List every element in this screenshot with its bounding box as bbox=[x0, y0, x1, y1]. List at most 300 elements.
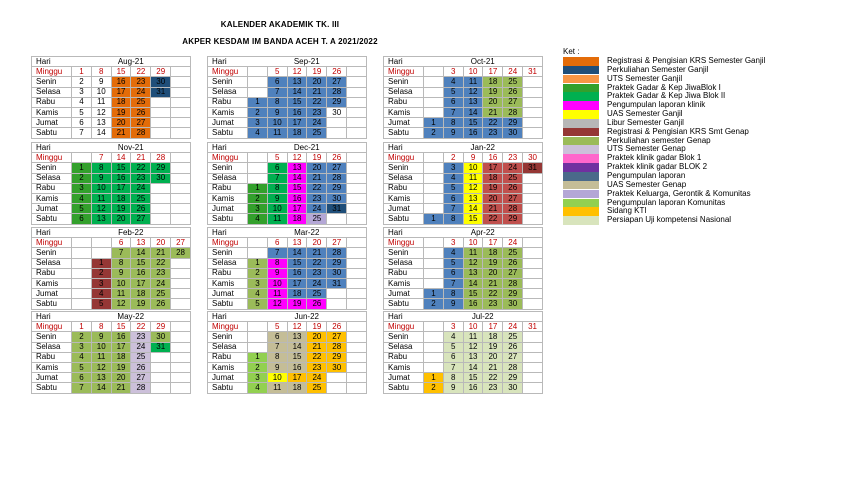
date-cell: 24 bbox=[307, 373, 327, 383]
date-cell: 12 bbox=[91, 204, 111, 214]
date-cell bbox=[347, 342, 367, 352]
date-cell: 31 bbox=[523, 163, 543, 173]
day-label: Minggu bbox=[32, 67, 72, 77]
day-label: Senin bbox=[32, 332, 72, 342]
date-cell: 18 bbox=[483, 77, 503, 87]
date-cell: 16 bbox=[287, 107, 307, 117]
date-cell: 11 bbox=[463, 248, 483, 258]
date-cell: 26 bbox=[131, 107, 151, 117]
legend-swatch bbox=[563, 128, 599, 137]
date-cell bbox=[424, 173, 444, 183]
date-cell: 10 bbox=[267, 204, 287, 214]
date-cell: 15 bbox=[287, 258, 307, 268]
legend-label: Persiapan Uji kompetensi Nasional bbox=[607, 215, 732, 225]
day-label: Senin bbox=[384, 332, 424, 342]
date-cell: 17 bbox=[111, 183, 131, 193]
day-label: Selasa bbox=[384, 173, 424, 183]
date-cell bbox=[523, 77, 543, 87]
date-cell bbox=[523, 128, 543, 138]
date-cell: 3 bbox=[443, 238, 463, 248]
header-label: Hari bbox=[384, 312, 424, 322]
date-cell bbox=[171, 383, 191, 393]
header-label: Hari bbox=[208, 143, 248, 153]
date-cell: 6 bbox=[267, 332, 287, 342]
day-label: Kamis bbox=[32, 362, 72, 372]
day-label: Senin bbox=[32, 77, 72, 87]
date-cell: 15 bbox=[287, 183, 307, 193]
legend-label: Pengumpulan laporan klinik bbox=[607, 100, 706, 110]
date-cell: 10 bbox=[267, 373, 287, 383]
date-cell: 20 bbox=[483, 352, 503, 362]
date-cell: 15 bbox=[287, 352, 307, 362]
date-cell bbox=[347, 128, 367, 138]
date-cell: 9 bbox=[463, 153, 483, 163]
date-cell: 28 bbox=[327, 248, 347, 258]
date-cell: 8 bbox=[267, 258, 287, 268]
date-cell: 6 bbox=[72, 214, 92, 224]
legend-label: Praktek klinik gadar BLOK 2 bbox=[607, 162, 708, 172]
day-label: Jumat bbox=[32, 204, 72, 214]
date-cell: 23 bbox=[307, 268, 327, 278]
legend-swatch bbox=[563, 145, 599, 154]
date-cell bbox=[523, 204, 543, 214]
date-cell bbox=[327, 299, 347, 309]
date-cell: 10 bbox=[463, 67, 483, 77]
date-cell bbox=[424, 77, 444, 87]
date-cell bbox=[171, 322, 191, 332]
day-label: Rabu bbox=[208, 352, 248, 362]
header-label: Hari bbox=[208, 57, 248, 67]
date-cell: 25 bbox=[307, 128, 327, 138]
legend-item bbox=[563, 216, 863, 225]
day-label: Sabtu bbox=[208, 214, 248, 224]
date-cell: 7 bbox=[72, 128, 92, 138]
day-label: Senin bbox=[208, 248, 248, 258]
date-cell: 13 bbox=[463, 97, 483, 107]
date-cell: 18 bbox=[287, 289, 307, 299]
date-cell: 9 bbox=[443, 383, 463, 393]
date-cell bbox=[347, 322, 367, 332]
month-jan-22 bbox=[383, 142, 543, 225]
date-cell: 20 bbox=[151, 238, 171, 248]
day-label: Senin bbox=[208, 332, 248, 342]
date-cell: 14 bbox=[287, 248, 307, 258]
legend-title: Ket : bbox=[563, 47, 580, 56]
date-cell: 2 bbox=[248, 107, 268, 117]
date-cell bbox=[347, 193, 367, 203]
date-cell: 3 bbox=[248, 373, 268, 383]
date-cell: 27 bbox=[327, 332, 347, 342]
date-cell: 13 bbox=[91, 214, 111, 224]
date-cell: 19 bbox=[131, 299, 151, 309]
date-cell bbox=[347, 362, 367, 372]
date-cell: 17 bbox=[287, 278, 307, 288]
day-label: Kamis bbox=[384, 362, 424, 372]
header-label: Hari bbox=[32, 228, 72, 238]
date-cell: 27 bbox=[327, 238, 347, 248]
legend-label: Pengumpulan laporan bbox=[607, 170, 686, 180]
date-cell: 7 bbox=[267, 87, 287, 97]
date-cell bbox=[151, 373, 171, 383]
date-cell: 7 bbox=[72, 383, 92, 393]
date-cell: 12 bbox=[91, 362, 111, 372]
day-label: Kamis bbox=[384, 278, 424, 288]
date-cell: 29 bbox=[503, 118, 523, 128]
date-cell: 30 bbox=[523, 153, 543, 163]
date-cell: 1 bbox=[72, 163, 92, 173]
date-cell bbox=[424, 322, 444, 332]
date-cell: 25 bbox=[307, 214, 327, 224]
date-cell: 8 bbox=[443, 214, 463, 224]
date-cell: 31 bbox=[523, 322, 543, 332]
day-label: Sabtu bbox=[384, 214, 424, 224]
legend-swatch bbox=[563, 154, 599, 163]
legend-label: Libur Semester Ganjil bbox=[607, 117, 684, 127]
date-cell bbox=[523, 362, 543, 372]
date-cell: 8 bbox=[443, 118, 463, 128]
month-name: May-22 bbox=[72, 312, 191, 322]
day-label: Jumat bbox=[208, 204, 248, 214]
date-cell: 28 bbox=[171, 248, 191, 258]
legend-rows bbox=[563, 57, 863, 225]
date-cell bbox=[171, 278, 191, 288]
date-cell: 21 bbox=[483, 204, 503, 214]
date-cell: 27 bbox=[503, 352, 523, 362]
date-cell bbox=[171, 193, 191, 203]
date-cell: 19 bbox=[483, 183, 503, 193]
date-cell: 13 bbox=[131, 238, 151, 248]
day-label: Selasa bbox=[32, 87, 72, 97]
day-label: Senin bbox=[208, 163, 248, 173]
date-cell: 24 bbox=[131, 87, 151, 97]
date-cell bbox=[171, 352, 191, 362]
day-label: Selasa bbox=[208, 342, 248, 352]
date-cell: 2 bbox=[91, 268, 111, 278]
month-may-22 bbox=[31, 311, 191, 394]
date-cell: 11 bbox=[463, 77, 483, 87]
date-cell: 2 bbox=[72, 173, 92, 183]
date-cell: 14 bbox=[91, 128, 111, 138]
date-cell: 17 bbox=[287, 118, 307, 128]
date-cell: 5 bbox=[443, 183, 463, 193]
date-cell: 4 bbox=[72, 193, 92, 203]
date-cell: 10 bbox=[91, 87, 111, 97]
month-name: Dec-21 bbox=[248, 143, 367, 153]
day-label: Sabtu bbox=[384, 299, 424, 309]
date-cell: 27 bbox=[131, 118, 151, 128]
day-label: Kamis bbox=[208, 278, 248, 288]
legend-swatch bbox=[563, 207, 599, 216]
date-cell bbox=[72, 268, 92, 278]
legend-swatch bbox=[563, 199, 599, 208]
day-label: Sabtu bbox=[384, 128, 424, 138]
date-cell: 3 bbox=[72, 342, 92, 352]
date-cell: 24 bbox=[131, 183, 151, 193]
calendar-subtitle: AKPER KESDAM IM BANDA ACEH T. A 2021/2022 bbox=[182, 37, 378, 46]
legend-swatch bbox=[563, 181, 599, 190]
date-cell bbox=[248, 248, 268, 258]
date-cell: 13 bbox=[287, 332, 307, 342]
date-cell bbox=[347, 173, 367, 183]
date-cell: 26 bbox=[503, 258, 523, 268]
date-cell: 8 bbox=[91, 67, 111, 77]
date-cell: 19 bbox=[307, 322, 327, 332]
date-cell bbox=[171, 118, 191, 128]
date-cell bbox=[347, 299, 367, 309]
date-cell bbox=[248, 322, 268, 332]
day-label: Sabtu bbox=[208, 383, 248, 393]
date-cell: 14 bbox=[287, 87, 307, 97]
day-label: Sabtu bbox=[384, 383, 424, 393]
date-cell: 26 bbox=[327, 322, 347, 332]
day-label: Selasa bbox=[32, 173, 72, 183]
date-cell: 15 bbox=[111, 322, 131, 332]
date-cell bbox=[347, 77, 367, 87]
date-cell: 8 bbox=[91, 322, 111, 332]
day-label: Kamis bbox=[208, 362, 248, 372]
day-label: Jumat bbox=[208, 373, 248, 383]
date-cell bbox=[523, 258, 543, 268]
date-cell bbox=[424, 183, 444, 193]
date-cell: 30 bbox=[503, 299, 523, 309]
legend-label: Registrasi & Pengisian KRS Semester Ganjil bbox=[607, 56, 766, 65]
date-cell bbox=[424, 362, 444, 372]
date-cell: 26 bbox=[131, 362, 151, 372]
date-cell: 7 bbox=[443, 204, 463, 214]
date-cell: 15 bbox=[111, 67, 131, 77]
date-cell: 18 bbox=[287, 383, 307, 393]
date-cell bbox=[72, 258, 92, 268]
date-cell: 20 bbox=[111, 214, 131, 224]
date-cell: 17 bbox=[111, 342, 131, 352]
day-label: Minggu bbox=[384, 153, 424, 163]
date-cell: 18 bbox=[111, 193, 131, 203]
date-cell: 2 bbox=[424, 128, 444, 138]
date-cell: 15 bbox=[463, 214, 483, 224]
date-cell bbox=[171, 258, 191, 268]
day-label: Rabu bbox=[32, 352, 72, 362]
date-cell bbox=[248, 238, 268, 248]
legend-label: Pengumpulan laporan Komunitas bbox=[607, 197, 726, 207]
date-cell: 6 bbox=[443, 97, 463, 107]
date-cell bbox=[248, 332, 268, 342]
header-label: Hari bbox=[384, 143, 424, 153]
date-cell: 7 bbox=[91, 153, 111, 163]
date-cell bbox=[327, 128, 347, 138]
date-cell: 21 bbox=[307, 342, 327, 352]
date-cell: 19 bbox=[483, 258, 503, 268]
date-cell bbox=[171, 67, 191, 77]
date-cell: 24 bbox=[307, 278, 327, 288]
date-cell: 12 bbox=[111, 299, 131, 309]
date-cell: 4 bbox=[443, 248, 463, 258]
legend-swatch bbox=[563, 137, 599, 146]
day-label: Minggu bbox=[384, 322, 424, 332]
date-cell: 4 bbox=[72, 352, 92, 362]
date-cell: 3 bbox=[91, 278, 111, 288]
date-cell: 18 bbox=[111, 97, 131, 107]
date-cell: 21 bbox=[151, 248, 171, 258]
month-mar-22 bbox=[207, 227, 367, 310]
day-label: Rabu bbox=[384, 183, 424, 193]
date-cell bbox=[171, 153, 191, 163]
legend bbox=[563, 46, 863, 225]
date-cell: 1 bbox=[72, 322, 92, 332]
date-cell bbox=[523, 289, 543, 299]
legend-label: UAS Semester Ganjil bbox=[607, 109, 683, 119]
date-cell: 22 bbox=[483, 118, 503, 128]
date-cell: 3 bbox=[248, 204, 268, 214]
day-label: Jumat bbox=[208, 289, 248, 299]
day-label: Selasa bbox=[384, 87, 424, 97]
date-cell: 22 bbox=[131, 67, 151, 77]
date-cell bbox=[424, 153, 444, 163]
date-cell: 2 bbox=[424, 383, 444, 393]
date-cell: 13 bbox=[463, 352, 483, 362]
date-cell bbox=[523, 299, 543, 309]
day-label: Sabtu bbox=[32, 299, 72, 309]
date-cell: 4 bbox=[443, 77, 463, 87]
date-cell: 16 bbox=[111, 332, 131, 342]
date-cell: 13 bbox=[287, 238, 307, 248]
date-cell: 23 bbox=[151, 268, 171, 278]
date-cell bbox=[72, 278, 92, 288]
date-cell: 24 bbox=[503, 67, 523, 77]
date-cell: 24 bbox=[503, 238, 523, 248]
date-cell: 22 bbox=[307, 352, 327, 362]
date-cell bbox=[347, 258, 367, 268]
date-cell bbox=[171, 183, 191, 193]
date-cell bbox=[347, 67, 367, 77]
day-label: Jumat bbox=[32, 373, 72, 383]
date-cell bbox=[523, 332, 543, 342]
header-label: Hari bbox=[384, 228, 424, 238]
date-cell: 1 bbox=[424, 373, 444, 383]
legend-label: UTS Semester Ganjil bbox=[607, 73, 683, 83]
legend-label: Registrasi & Pengisian KRS Smt Genap bbox=[607, 126, 749, 136]
day-label: Selasa bbox=[384, 258, 424, 268]
month-name: Apr-22 bbox=[424, 228, 543, 238]
month-oct-21 bbox=[383, 56, 543, 139]
date-cell: 20 bbox=[483, 193, 503, 203]
day-label: Jumat bbox=[208, 118, 248, 128]
date-cell bbox=[347, 373, 367, 383]
date-cell: 25 bbox=[503, 332, 523, 342]
date-cell bbox=[327, 118, 347, 128]
date-cell bbox=[523, 214, 543, 224]
legend-swatch bbox=[563, 172, 599, 181]
date-cell bbox=[424, 268, 444, 278]
date-cell: 7 bbox=[443, 278, 463, 288]
date-cell: 18 bbox=[483, 332, 503, 342]
date-cell: 19 bbox=[111, 107, 131, 117]
date-cell: 13 bbox=[463, 268, 483, 278]
date-cell: 19 bbox=[111, 362, 131, 372]
date-cell: 10 bbox=[267, 278, 287, 288]
date-cell: 16 bbox=[287, 193, 307, 203]
day-label: Jumat bbox=[384, 373, 424, 383]
date-cell: 16 bbox=[463, 383, 483, 393]
date-cell: 15 bbox=[463, 118, 483, 128]
date-cell: 23 bbox=[131, 332, 151, 342]
date-cell bbox=[523, 383, 543, 393]
month-apr-22 bbox=[383, 227, 543, 310]
date-cell bbox=[424, 107, 444, 117]
date-cell bbox=[151, 118, 171, 128]
date-cell: 12 bbox=[91, 107, 111, 117]
date-cell bbox=[424, 163, 444, 173]
day-label: Sabtu bbox=[32, 128, 72, 138]
date-cell: 21 bbox=[483, 278, 503, 288]
date-cell: 28 bbox=[327, 173, 347, 183]
date-cell: 2 bbox=[424, 299, 444, 309]
date-cell: 22 bbox=[307, 183, 327, 193]
date-cell bbox=[347, 278, 367, 288]
day-label: Minggu bbox=[384, 67, 424, 77]
date-cell bbox=[347, 87, 367, 97]
date-cell: 29 bbox=[503, 373, 523, 383]
date-cell: 23 bbox=[483, 383, 503, 393]
date-cell: 10 bbox=[111, 278, 131, 288]
date-cell: 4 bbox=[72, 97, 92, 107]
date-cell: 20 bbox=[307, 77, 327, 87]
day-label: Kamis bbox=[384, 193, 424, 203]
date-cell: 4 bbox=[443, 332, 463, 342]
legend-swatch bbox=[563, 190, 599, 199]
date-cell: 12 bbox=[287, 67, 307, 77]
date-cell bbox=[523, 352, 543, 362]
date-cell: 21 bbox=[111, 128, 131, 138]
day-label: Minggu bbox=[208, 238, 248, 248]
date-cell bbox=[424, 204, 444, 214]
date-cell: 20 bbox=[307, 238, 327, 248]
date-cell bbox=[523, 268, 543, 278]
date-cell: 15 bbox=[131, 258, 151, 268]
date-cell bbox=[523, 173, 543, 183]
date-cell: 14 bbox=[287, 342, 307, 352]
date-cell: 19 bbox=[483, 87, 503, 97]
date-cell: 18 bbox=[111, 352, 131, 362]
date-cell: 11 bbox=[267, 214, 287, 224]
date-cell bbox=[171, 163, 191, 173]
date-cell: 21 bbox=[307, 87, 327, 97]
day-label: Sabtu bbox=[208, 128, 248, 138]
day-label: Kamis bbox=[32, 107, 72, 117]
calendar-title: KALENDER AKADEMIK TK. III bbox=[220, 20, 340, 29]
date-cell: 23 bbox=[503, 153, 523, 163]
date-cell: 11 bbox=[91, 193, 111, 203]
date-cell: 26 bbox=[503, 183, 523, 193]
date-cell bbox=[151, 183, 171, 193]
date-cell: 27 bbox=[503, 268, 523, 278]
date-cell bbox=[347, 153, 367, 163]
date-cell: 16 bbox=[131, 268, 151, 278]
legend-label: UAS Semester Genap bbox=[607, 179, 687, 189]
date-cell bbox=[424, 67, 444, 77]
date-cell: 20 bbox=[307, 163, 327, 173]
date-cell: 29 bbox=[327, 258, 347, 268]
day-label: Minggu bbox=[384, 238, 424, 248]
date-cell: 1 bbox=[424, 118, 444, 128]
date-cell: 26 bbox=[327, 67, 347, 77]
date-cell: 30 bbox=[503, 128, 523, 138]
day-label: Selasa bbox=[208, 258, 248, 268]
date-cell bbox=[424, 193, 444, 203]
date-cell: 8 bbox=[91, 163, 111, 173]
legend-swatch bbox=[563, 57, 599, 66]
date-cell: 21 bbox=[307, 248, 327, 258]
day-label: Rabu bbox=[32, 268, 72, 278]
